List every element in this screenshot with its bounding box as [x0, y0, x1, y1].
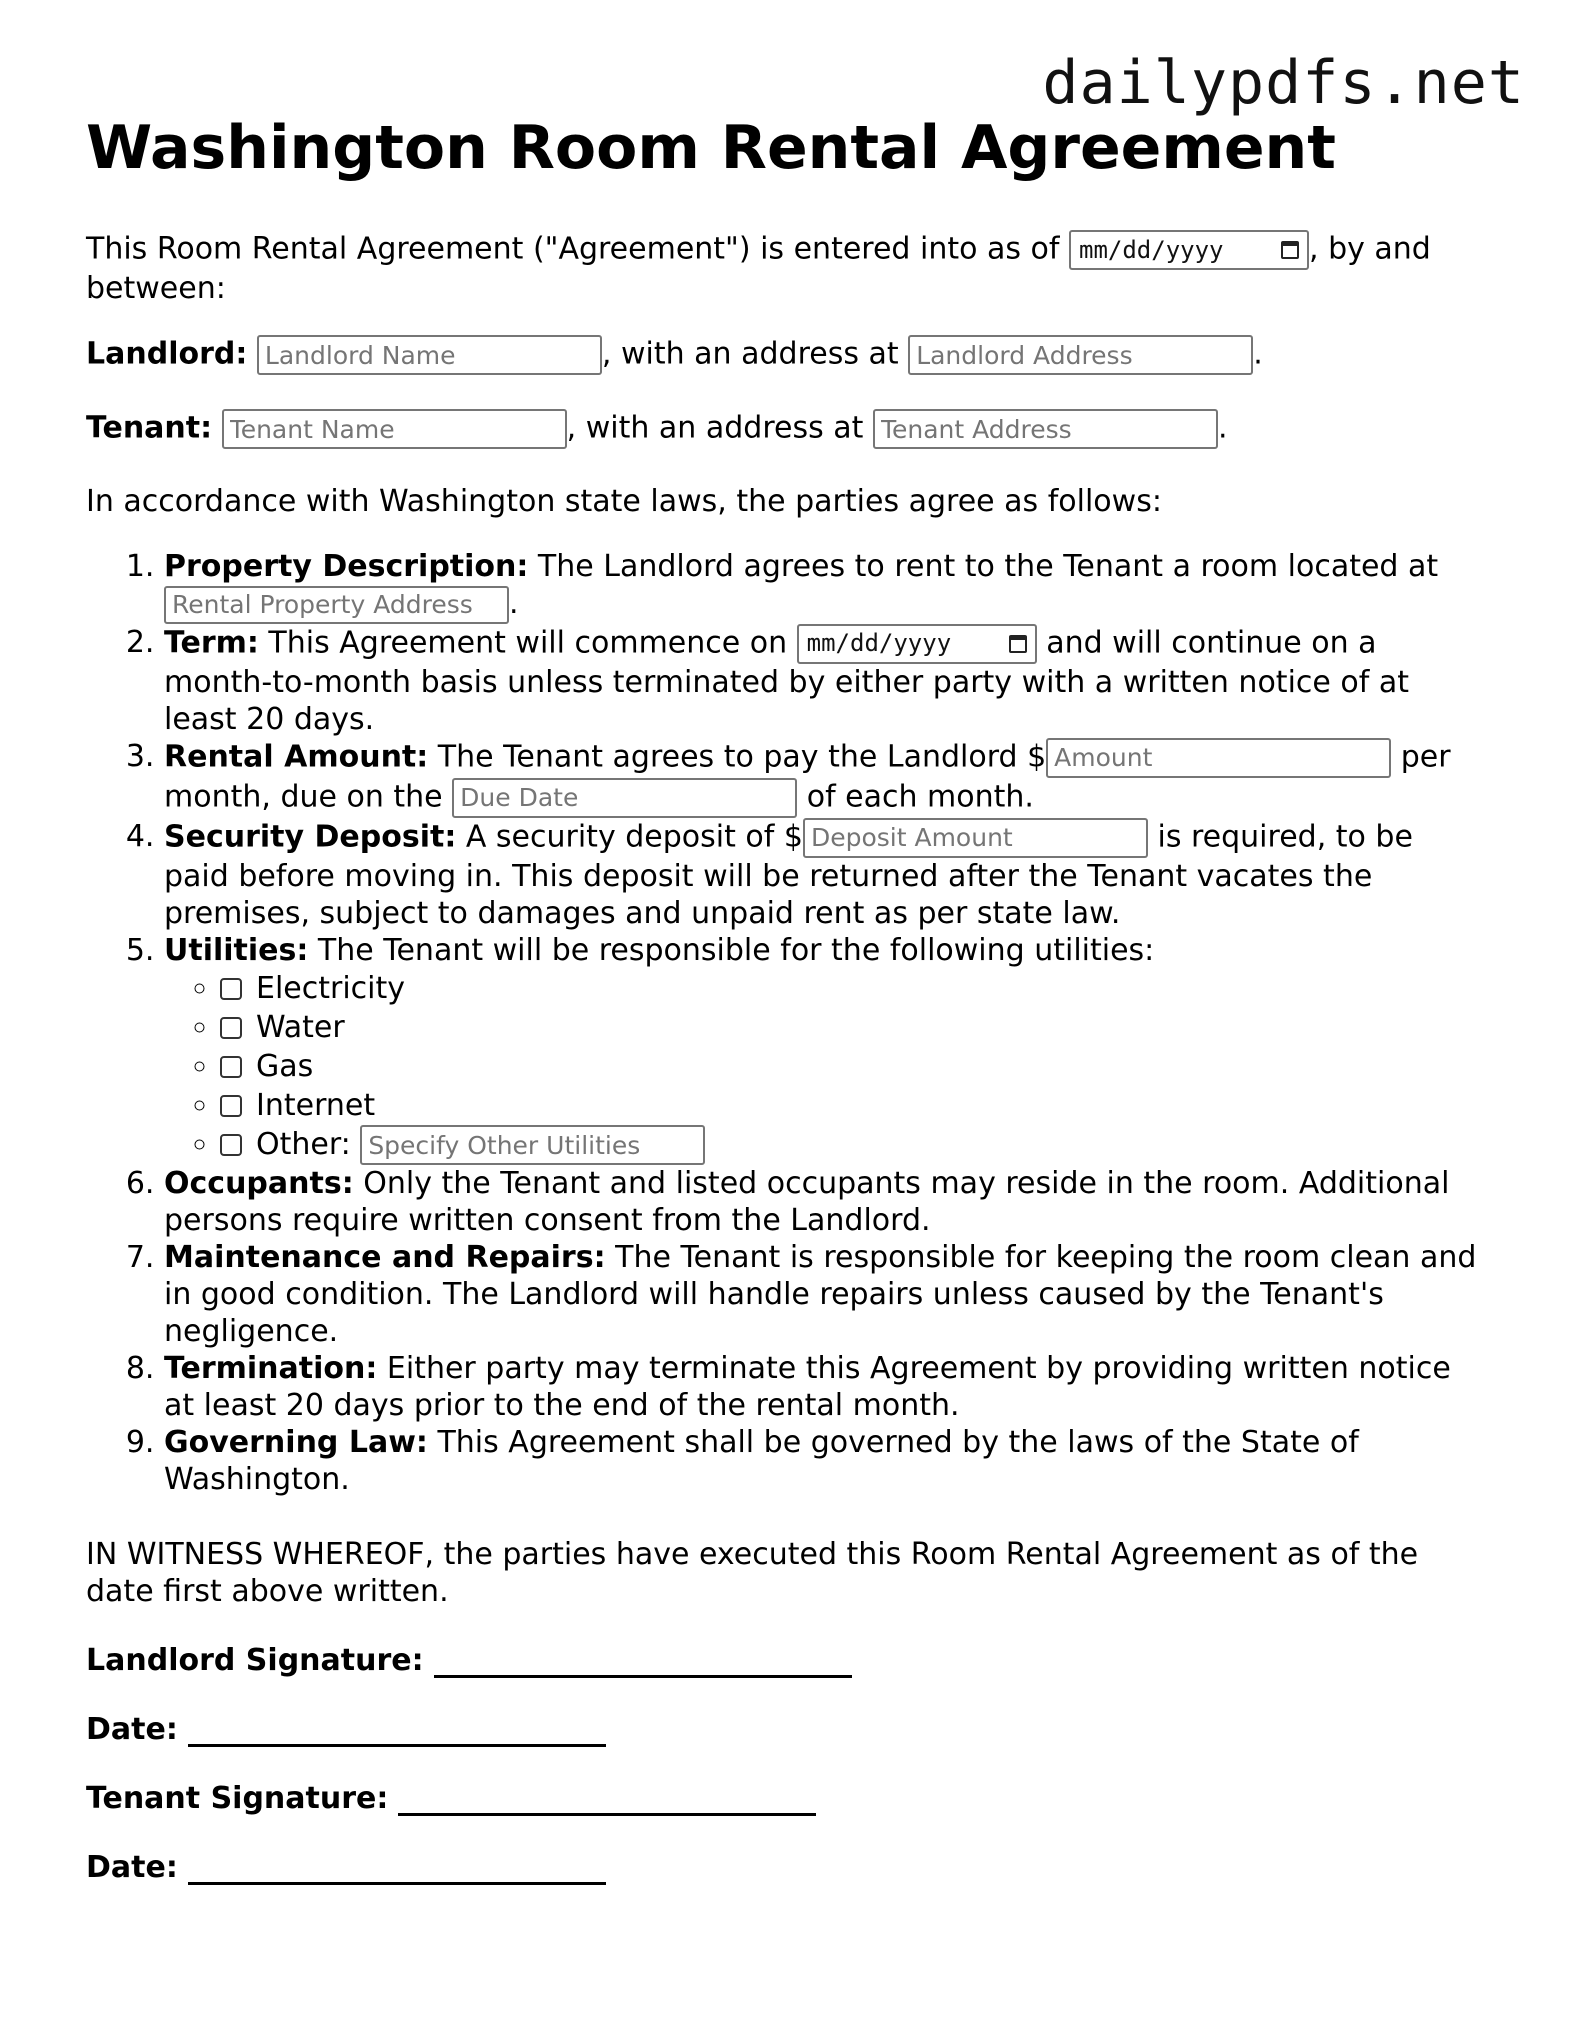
signature-label: Landlord Signature: [86, 1643, 424, 1678]
tenant-date-line [86, 1849, 1486, 1886]
term-label: Governing Law: [164, 1425, 428, 1460]
utility-label: Other: [256, 1126, 351, 1162]
page-title: Washington Room Rental Agreement [86, 113, 1336, 183]
signature-label: Tenant Signature: [86, 1781, 389, 1816]
utilities-list [164, 969, 1486, 1166]
term-term [164, 624, 1486, 738]
watermark-logo: dailypdfs.net [1042, 48, 1525, 118]
rental-property-address-input[interactable] [164, 586, 509, 624]
gas-checkbox[interactable] [220, 1056, 242, 1078]
term-text: This Agreement will commence on [258, 625, 797, 660]
tenant-address-input[interactable] [873, 409, 1218, 449]
term-text: This Agreement shall be governed by the laws of the State of Washington. [164, 1425, 1359, 1497]
agreement-date-input[interactable] [1069, 230, 1309, 270]
date-placeholder: mm/dd/yyyy [806, 629, 952, 657]
tenant-signature-field[interactable] [398, 1783, 816, 1816]
term-text: A security deposit of $ [456, 819, 803, 854]
term-end: . [509, 586, 519, 621]
rent-amount-input[interactable] [1046, 738, 1391, 778]
date-placeholder: mm/dd/yyyy [1079, 235, 1224, 264]
intro-paragraph [86, 230, 1486, 307]
landlord-signature-line [86, 1642, 1486, 1679]
tenant-label: Tenant: [86, 410, 213, 446]
utility-item [220, 1125, 1486, 1166]
utility-label: Gas [256, 1048, 314, 1084]
calendar-icon[interactable] [1281, 241, 1299, 259]
date-label: Date: [86, 1712, 178, 1747]
term-text: The Tenant will be responsible for the following utilities: [308, 932, 1155, 968]
term-label: Term: [164, 625, 259, 660]
term-text: Only the Tenant and listed occupants may reside in the room. Additional persons require written consent from the Landlord. [164, 1166, 1450, 1238]
landlord-line [86, 335, 1486, 375]
other-utilities-input[interactable] [360, 1125, 705, 1165]
electricity-checkbox[interactable] [220, 978, 242, 1000]
utility-label: Electricity [256, 970, 406, 1006]
terms-list [86, 548, 1486, 1498]
term-label: Occupants: [164, 1166, 354, 1201]
witness-text: IN WITNESS WHEREOF, the parties have executed this Room Rental Agreement as of the date first above written. [86, 1537, 1419, 1609]
accordance-text: In accordance with Washington state laws, the parties agree as follows: [86, 484, 1162, 519]
tenant-end: . [1217, 410, 1228, 446]
landlord-signature-field[interactable] [434, 1645, 852, 1678]
utility-item [220, 1086, 1486, 1125]
landlord-end: . [1253, 336, 1263, 372]
term-end: of each month. [797, 779, 1034, 814]
term-label: Maintenance and Repairs: [164, 1240, 606, 1275]
other-checkbox[interactable] [220, 1134, 242, 1156]
term-label: Utilities: [164, 932, 309, 968]
term-deposit [164, 818, 1486, 932]
internet-checkbox[interactable] [220, 1095, 242, 1117]
agreement-document [86, 106, 1486, 1918]
term-maintenance [164, 1239, 1486, 1350]
landlord-name-input[interactable] [257, 335, 602, 375]
landlord-mid-text: , with an address at [601, 336, 909, 372]
term-label: Termination: [164, 1351, 378, 1386]
term-text: The Tenant is responsible for keeping the room clean and in good condition. The Landlord will handle repairs unless caused by the Tenant's negligence. [164, 1240, 1477, 1349]
deposit-amount-input[interactable] [803, 818, 1148, 858]
term-text: Either party may terminate this Agreement by providing written notice at least 20 days prior to the end of the rental month. [164, 1351, 1451, 1423]
term-text-after: and will continue on a month-to-month basis unless terminated by either party with a written notice of at least 20 days. [164, 625, 1409, 737]
calendar-icon[interactable] [1009, 635, 1027, 653]
term-text: The Landlord agrees to rent to the Tenant a room located at [528, 549, 1439, 584]
landlord-address-input[interactable] [908, 335, 1253, 375]
term-property [164, 548, 1486, 624]
commence-date-input[interactable] [797, 624, 1037, 664]
intro-text: This Room Rental Agreement ("Agreement") is entered into as of [86, 231, 1069, 267]
landlord-label: Landlord: [86, 336, 248, 372]
date-label: Date: [86, 1850, 178, 1885]
due-date-input[interactable] [452, 778, 797, 818]
term-termination [164, 1350, 1486, 1424]
landlord-date-field[interactable] [188, 1714, 606, 1747]
term-text: The Tenant agrees to pay the Landlord $ [428, 739, 1047, 774]
term-label: Security Deposit: [164, 819, 457, 854]
intro-text-end: , by and between: [86, 231, 1431, 306]
term-utilities [164, 932, 1486, 1166]
term-rent [164, 738, 1486, 818]
term-label: Property Description: [164, 549, 529, 584]
utility-label: Water [256, 1009, 345, 1045]
tenant-signature-line [86, 1780, 1486, 1817]
tenant-line [86, 409, 1486, 449]
term-label: Rental Amount: [164, 739, 429, 774]
term-occupants [164, 1165, 1486, 1239]
water-checkbox[interactable] [220, 1017, 242, 1039]
tenant-mid-text: , with an address at [566, 410, 873, 446]
utility-label: Internet [256, 1087, 376, 1123]
utility-item [220, 969, 1486, 1008]
term-text-mid: per month, due on the [164, 739, 1451, 814]
utility-item [220, 1047, 1486, 1086]
utility-item [220, 1008, 1486, 1047]
term-governing-law [164, 1424, 1486, 1498]
tenant-name-input[interactable] [222, 409, 567, 449]
tenant-date-field[interactable] [188, 1852, 606, 1885]
term-text-after: is required, to be paid before moving in. This deposit will be returned after the Tenant vacates the premises, subject to damages and unpaid rent as per state law. [164, 819, 1413, 931]
landlord-date-line [86, 1711, 1486, 1748]
